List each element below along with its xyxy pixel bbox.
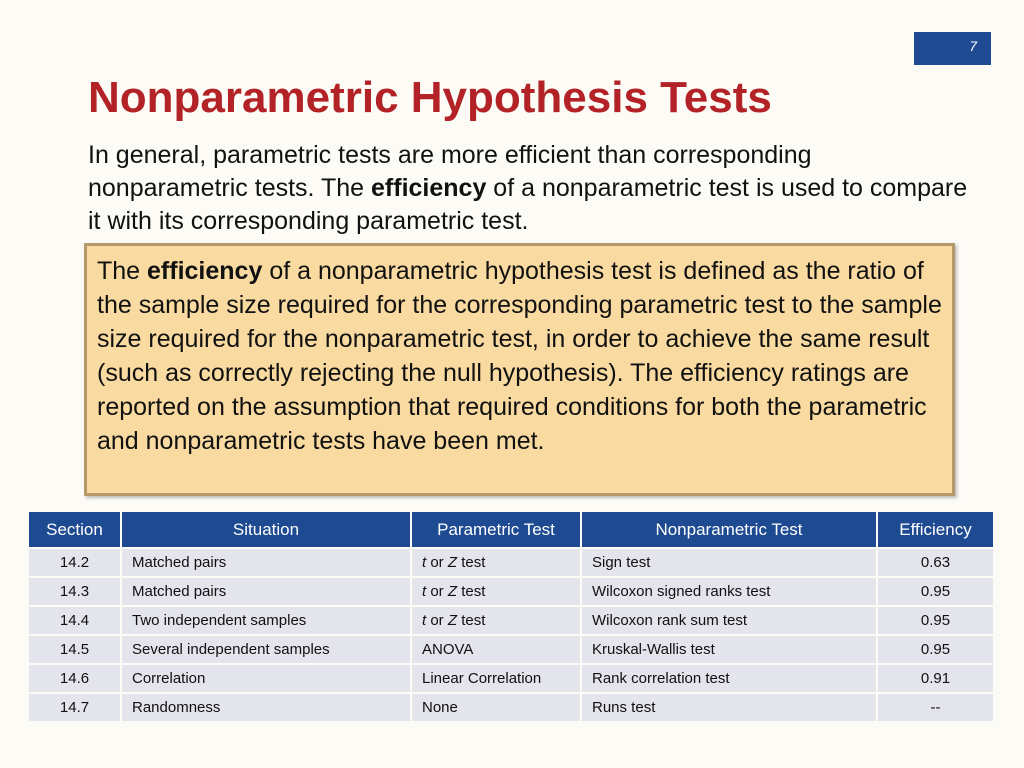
efficiency-table xyxy=(27,510,995,723)
slide-title: Nonparametric Hypothesis Tests xyxy=(88,73,772,122)
cell-section: 14.6 xyxy=(28,664,121,693)
definition-text-2: of a nonparametric hypothesis test is defined as the ratio of the sample size required for the corresponding parametric test to the sample size required for the nonparametric test, in order to achieve the same result (such as correctly rejecting the null hypothesis). The efficiency ratings are reported on the assumption that required conditions for both the parametric and nonparametric tests have been met. xyxy=(97,257,942,455)
header-situation: Situation xyxy=(121,511,411,548)
cell-section: 14.5 xyxy=(28,635,121,664)
cell-efficiency: 0.95 xyxy=(877,606,994,635)
cell-parametric-test: t or Z test xyxy=(411,577,581,606)
page-number: 7 xyxy=(969,38,977,54)
cell-situation: Several independent samples xyxy=(121,635,411,664)
table-row xyxy=(28,577,994,606)
cell-situation: Two independent samples xyxy=(121,606,411,635)
definition-bold-term: efficiency xyxy=(147,257,263,285)
cell-nonparametric-test: Sign test xyxy=(581,548,877,577)
header-parametric-test: Parametric Test xyxy=(411,511,581,548)
header-efficiency: Efficiency xyxy=(877,511,994,548)
intro-text-2: of a nonparametric test is used to compare it with its corresponding parametric test. xyxy=(88,174,968,235)
cell-parametric-test: ANOVA xyxy=(411,635,581,664)
cell-situation: Randomness xyxy=(121,693,411,722)
intro-text-1: In general, parametric tests are more efficient than corresponding nonparametric tests. The xyxy=(88,141,812,202)
definition-box xyxy=(84,243,955,496)
cell-efficiency: 0.63 xyxy=(877,548,994,577)
cell-nonparametric-test: Wilcoxon signed ranks test xyxy=(581,577,877,606)
cell-situation: Correlation xyxy=(121,664,411,693)
cell-efficiency: -- xyxy=(877,693,994,722)
cell-nonparametric-test: Runs test xyxy=(581,693,877,722)
header-section: Section xyxy=(28,511,121,548)
cell-section: 14.2 xyxy=(28,548,121,577)
cell-efficiency: 0.95 xyxy=(877,635,994,664)
cell-parametric-test: Linear Correlation xyxy=(411,664,581,693)
table-row xyxy=(28,664,994,693)
header-nonparametric-test: Nonparametric Test xyxy=(581,511,877,548)
intro-paragraph xyxy=(88,139,968,238)
table-row xyxy=(28,635,994,664)
cell-situation: Matched pairs xyxy=(121,577,411,606)
cell-efficiency: 0.91 xyxy=(877,664,994,693)
cell-section: 14.3 xyxy=(28,577,121,606)
cell-nonparametric-test: Rank correlation test xyxy=(581,664,877,693)
intro-bold-term: efficiency xyxy=(371,174,487,202)
table-body xyxy=(28,548,994,722)
cell-section: 14.7 xyxy=(28,693,121,722)
cell-parametric-test: t or Z test xyxy=(411,548,581,577)
definition-text-1: The xyxy=(97,257,148,285)
table-header-row xyxy=(28,511,994,548)
cell-nonparametric-test: Kruskal-Wallis test xyxy=(581,635,877,664)
cell-parametric-test: t or Z test xyxy=(411,606,581,635)
cell-section: 14.4 xyxy=(28,606,121,635)
cell-parametric-test: None xyxy=(411,693,581,722)
cell-nonparametric-test: Wilcoxon rank sum test xyxy=(581,606,877,635)
table-row xyxy=(28,693,994,722)
cell-efficiency: 0.95 xyxy=(877,577,994,606)
table-row xyxy=(28,606,994,635)
page-number-badge xyxy=(914,32,991,65)
table-row xyxy=(28,548,994,577)
cell-situation: Matched pairs xyxy=(121,548,411,577)
